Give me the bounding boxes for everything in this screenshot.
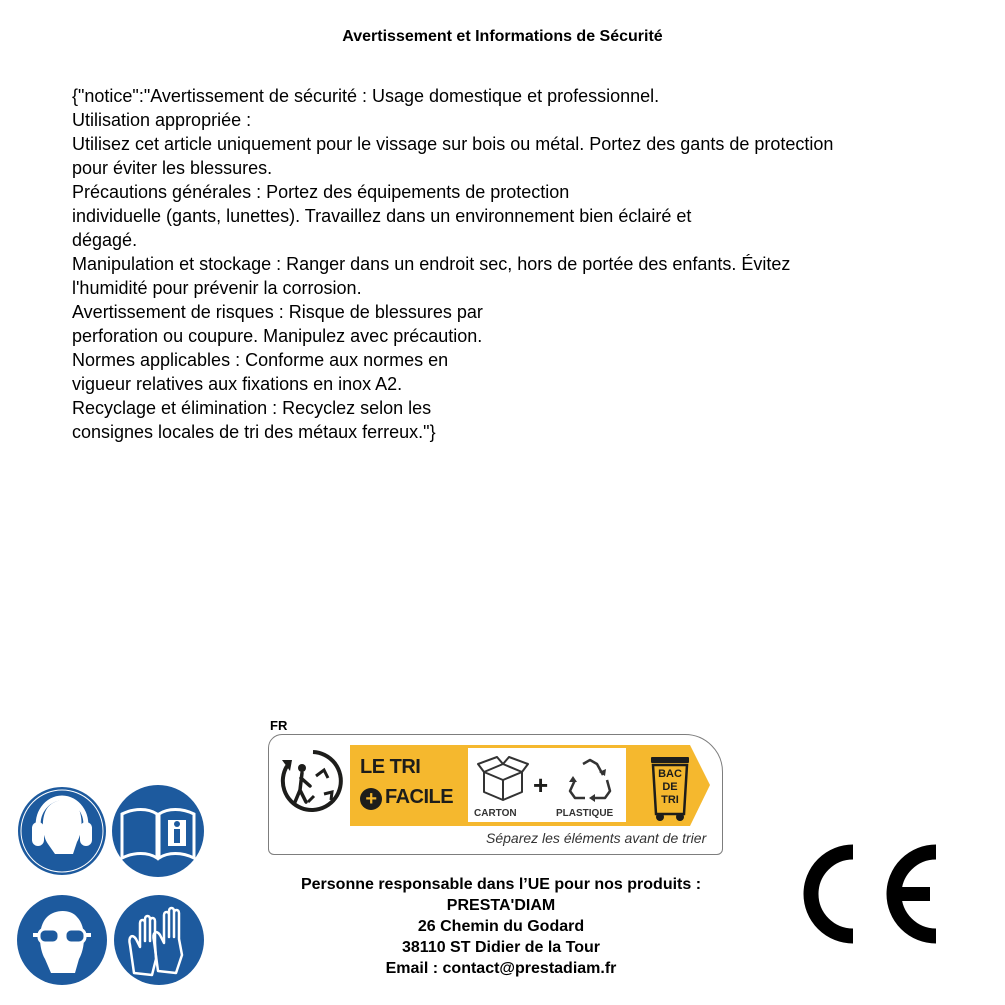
notice-line: Manipulation et stockage : Ranger dans un endroit sec, hors de portée des enfants. Évitez bbox=[72, 254, 791, 274]
notice-line: perforation ou coupure. Manipulez avec précaution. bbox=[72, 326, 483, 346]
company-name: PRESTA'DIAM bbox=[446, 897, 556, 914]
notice-line: vigueur relatives aux fixations en inox A2. bbox=[72, 374, 403, 394]
notice-line: l'humidité pour prévenir la corrosion. bbox=[72, 278, 362, 298]
page-title: Avertissement et Informations de Sécurité bbox=[342, 28, 663, 45]
triman-line2 bbox=[360, 786, 453, 810]
ce-mark-icon bbox=[796, 842, 942, 946]
notice-line: dégagé. bbox=[72, 230, 138, 250]
triman-label bbox=[268, 734, 723, 855]
bac-de-tri-text bbox=[653, 768, 687, 807]
plus-icon: + bbox=[360, 788, 382, 810]
read-manual-icon bbox=[108, 784, 208, 878]
email-line: Email : contact@prestadiam.fr bbox=[385, 960, 617, 977]
address-line: 26 Chemin du Godard bbox=[417, 918, 585, 935]
notice-line: consignes locales de tri des métaux ferreux."} bbox=[72, 422, 436, 442]
notice-line: Recyclage et élimination : Recyclez selon les bbox=[72, 398, 432, 418]
notice-line: Utilisez cet article uniquement pour le vissage sur bois ou métal. Portez des gants de protection bbox=[72, 134, 834, 154]
separez-caption: Séparez les éléments avant de trier bbox=[486, 830, 707, 846]
notice-line: Précautions générales : Portez des équipements de protection bbox=[72, 182, 570, 202]
carton-box-icon bbox=[476, 756, 530, 804]
notice-line: Utilisation appropriée : bbox=[72, 110, 252, 130]
safety-notice bbox=[72, 84, 952, 444]
protective-gloves-icon bbox=[112, 893, 206, 987]
notice-line: pour éviter les blessures. bbox=[72, 158, 273, 178]
address-line: Personne responsable dans l’UE pour nos produits : bbox=[300, 876, 702, 893]
triman-logo-icon bbox=[278, 746, 348, 816]
plus-operator: + bbox=[533, 770, 549, 800]
address-line: 38110 ST Didier de la Tour bbox=[402, 939, 600, 956]
notice-line: Avertissement de risques : Risque de blessures par bbox=[72, 302, 483, 322]
notice-line: individuelle (gants, lunettes). Travaillez dans un environnement bien éclairé et bbox=[72, 206, 692, 226]
bac-line: BAC bbox=[658, 768, 682, 780]
notice-line: {"notice":"Avertissement de sécurité : Usage domestique et professionnel. bbox=[72, 86, 660, 106]
triman-line2-text: FACILE bbox=[385, 786, 454, 808]
notice-line: Normes applicables : Conforme aux normes en bbox=[72, 350, 449, 370]
bac-line: TRI bbox=[661, 794, 679, 806]
triman-country: FR bbox=[270, 718, 288, 733]
eye-protection-icon bbox=[15, 893, 109, 987]
bac-line: DE bbox=[662, 781, 678, 793]
triman-line1: LE TRI bbox=[360, 756, 421, 778]
plastique-label: PLASTIQUE bbox=[556, 808, 614, 819]
carton-label: CARTON bbox=[474, 808, 517, 819]
recycle-icon bbox=[565, 758, 615, 804]
ear-protection-icon bbox=[15, 784, 109, 878]
